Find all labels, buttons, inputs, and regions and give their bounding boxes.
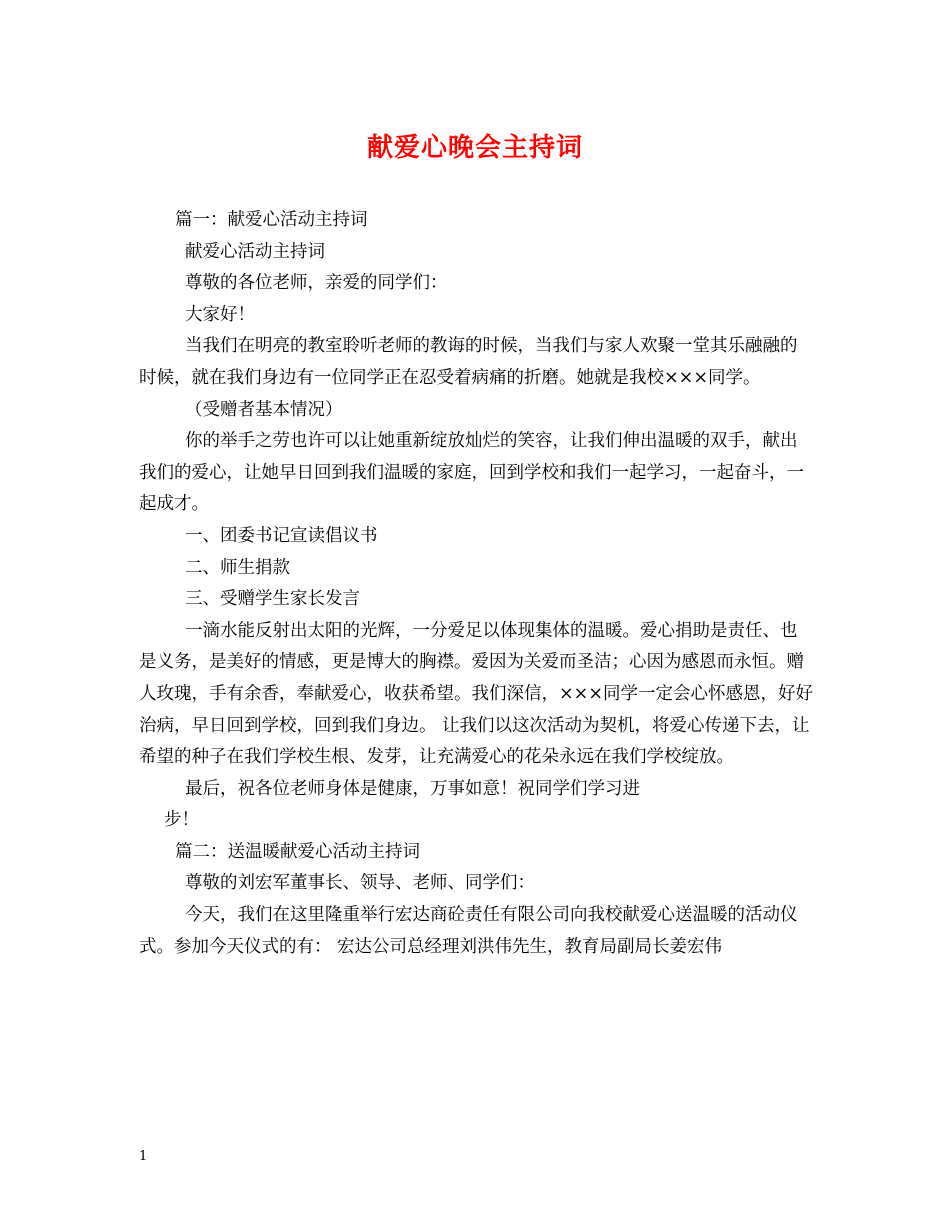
list-item: 三、受赠学生家长发言 [185, 589, 360, 610]
salutation: 尊敬的刘宏军董事长、领导、老师、同学们： [185, 873, 535, 894]
paragraph: 今天，我们在这里隆重举行宏达商砼责任有限公司向我校献爱心送温暖的活动仪式。参加今天仪式的有： 宏达公司总经理刘洪伟先生，教育局副局长姜宏伟 [139, 905, 798, 957]
section-heading: 篇二：送温暖献爱心活动主持词 [175, 841, 420, 862]
page-number: 1 [139, 1149, 148, 1164]
list-item: 一、团委书记宣读倡议书 [185, 525, 378, 546]
paragraph: 最后，祝各位老师身体是健康，万事如意！祝同学们学习进 [185, 778, 640, 799]
subtitle: 献爱心活动主持词 [185, 241, 325, 262]
document-title: 献爱心晚会主持词 [366, 133, 583, 163]
greeting: 大家好！ [185, 304, 255, 325]
salutation: 尊敬的各位老师，亲爱的同学们： [185, 273, 448, 294]
list-item: 二、师生捐款 [185, 557, 290, 578]
paragraph: 当我们在明亮的教室聆听老师的教诲的时候，当我们与家人欢聚一堂其乐融融的时候，就在我们身边有一位同学正在忍受着病痛的折磨。她就是我校×××同学。 [139, 336, 798, 388]
section-heading: 篇一：献爱心活动主持词 [175, 210, 368, 230]
document-body [139, 205, 814, 963]
paragraph: 步！ [164, 810, 199, 831]
paragraph: 一滴水能反射出太阳的光辉，一分爱足以体现集体的温暖。爱心捐助是责任、也是义务，是美好的情感，更是博大的胸襟。爱因为关爱而圣洁；心因为感恩而永恒。赠人玫瑰，手有余香，奉献爱心，收获希望。我们深信，×××同学一定会心怀感恩，好好治病，早日回到学校，回到我们身边。 让我们以这次活动为契机，将爱心传递下去，让希望的种子在我们学校生根、发芽，让充满爱心的花朵永远在我们学校绽放。 [139, 620, 813, 768]
paragraph: （受赠者基本情况） [185, 399, 343, 420]
paragraph: 你的举手之劳也许可以让她重新绽放灿烂的笑容，让我们伸出温暖的双手，献出我们的爱心，让她早日回到我们温暖的家庭，回到学校和我们一起学习，一起奋斗，一起成才。 [139, 431, 804, 515]
